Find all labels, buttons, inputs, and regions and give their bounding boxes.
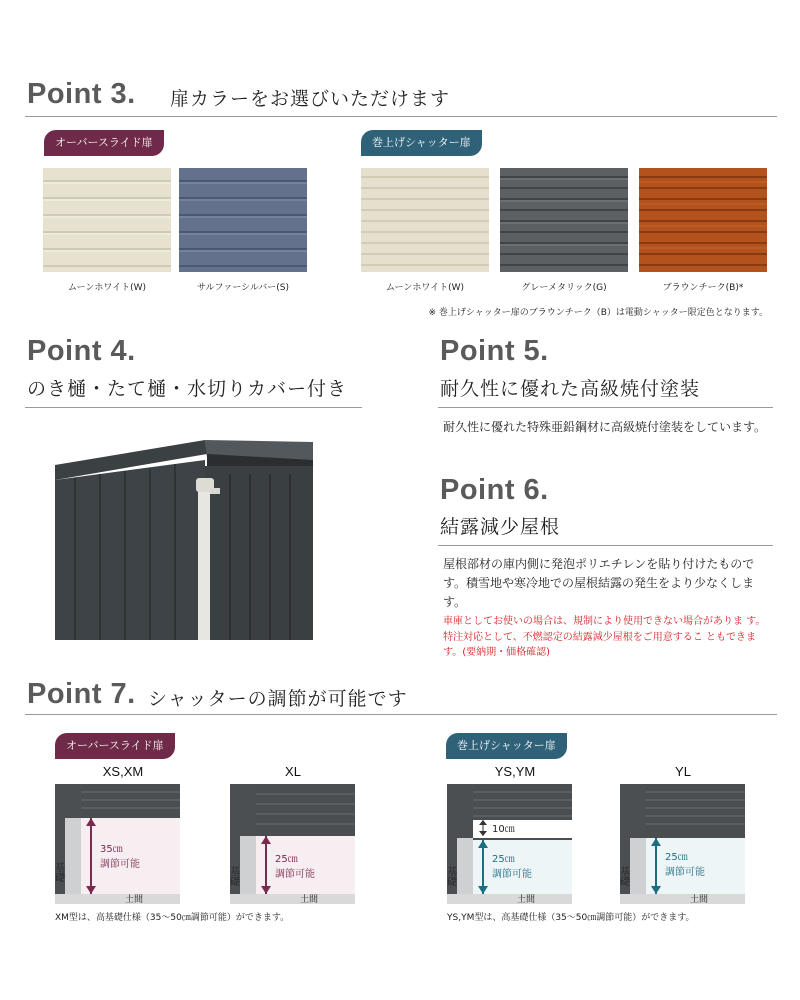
diagram-yl-adjust-label: 調節可能: [665, 867, 705, 878]
diagram-yl-adjust: 25㎝: [665, 852, 688, 863]
swatch-shutter-moon-white: [361, 168, 489, 272]
diagram-yl-floor: 土間: [690, 895, 709, 905]
diagram-xs-xm-graphic: [52, 782, 180, 905]
diagram-title-ys-ym: YS,YM: [494, 764, 536, 779]
swatch-gray-metallic: [500, 168, 628, 272]
diagram-xl-adjust-label: 調節可能: [275, 869, 315, 880]
diagram-title-yl: YL: [675, 764, 691, 779]
diagram-xl-adjust: 25㎝: [275, 854, 298, 865]
swatch-label-brown-teak: ブラウンチーク(B)*: [662, 283, 744, 293]
point5-body: 耐久性に優れた特殊亜鉛鋼材に高級焼付塗装をしています。: [443, 420, 767, 434]
point5-number: Point 5.: [440, 335, 549, 367]
swatch-label-moon-white: ムーンホワイト(W): [67, 283, 147, 293]
diagram-title-xl: XL: [285, 764, 301, 779]
overslide-door-tag: オーバースライド扉: [44, 130, 164, 156]
swatch-sulfur-silver: [179, 168, 307, 272]
point5-title: 耐久性に優れた高級焼付塗装: [440, 378, 701, 400]
diagram-xs-xm-floor: 土間: [125, 895, 144, 905]
point7-title: シャッターの調節が可能です: [148, 688, 408, 710]
diagram-ys-ym-graphic: [444, 782, 572, 905]
point7-divider: [25, 714, 777, 715]
point7-number: Point 7.: [27, 678, 136, 710]
point6-title: 結露減少屋根: [440, 516, 561, 538]
point6-body: 屋根部材の庫内側に発泡ポリエチレンを貼り付けたものです。積雪地や寒冷地での屋根結露の発生をより少なくします。: [443, 557, 755, 609]
point6-divider: [438, 545, 773, 546]
diagram-ys-ym-gap: 10㎝: [492, 824, 515, 835]
swatch-brown-teak: [639, 168, 767, 272]
diagram-xl-foundation: 基礎: [227, 866, 239, 886]
diagram-xs-xm: [52, 782, 180, 908]
diagram-ys-ym-adjust: 25㎝: [492, 854, 515, 865]
diagram-yl: [617, 782, 745, 908]
diagram-yl-foundation: 基礎: [617, 866, 629, 886]
point4-divider: [25, 407, 362, 408]
point6-number: Point 6.: [440, 474, 549, 506]
swatch-label-gray-metallic: グレーメタリック(G): [521, 283, 607, 293]
point4-number: Point 4.: [27, 335, 136, 367]
swatch-moon-white: [43, 168, 171, 272]
diagram-xl: [227, 782, 355, 908]
swatch-overslide-white-graphic: [43, 168, 171, 272]
gutter-photo: [55, 430, 315, 644]
gutter-illustration: [55, 430, 315, 640]
diagram-yl-graphic: [617, 782, 745, 905]
y-model-note: YS,YM型は、高基礎仕様（35～50㎝調節可能）ができます。: [447, 913, 695, 923]
diagram-title-xs-xm: XS,XM: [102, 764, 144, 779]
diagram-xl-graphic: [227, 782, 355, 905]
swatch-shutter-white-graphic: [361, 168, 489, 272]
swatch-overslide-silver-graphic: [179, 168, 307, 272]
diagram-ys-ym-floor: 土間: [517, 895, 536, 905]
swatch-label-shutter-moon-white: ムーンホワイト(W): [385, 283, 465, 293]
point3-number: Point 3.: [27, 78, 136, 110]
point5-divider: [438, 407, 773, 408]
diagram-ys-ym-foundation: 基礎: [444, 866, 456, 886]
point3-divider: [25, 116, 777, 117]
swatch-shutter-brown-graphic: [639, 168, 767, 272]
diagram-ys-ym-adjust-label: 調節可能: [492, 869, 532, 880]
diagram-xs-xm-adjust: 35㎝: [100, 844, 123, 855]
diagram-xl-floor: 土間: [300, 895, 319, 905]
diagram-ys-ym: [444, 782, 572, 908]
diagram-xs-xm-foundation: 基礎: [52, 862, 64, 882]
diagram-xs-xm-adjust-label: 調節可能: [100, 859, 140, 870]
point3-title: 扉カラーをお選びいただけます: [170, 88, 451, 110]
point4-title: のき樋・たて樋・水切りカバー付き: [27, 378, 348, 400]
x-model-note: XM型は、高基礎仕様（35～50㎝調節可能）ができます。: [55, 913, 290, 923]
shutter-door-tag: 巻上げシャッター扉: [361, 130, 482, 156]
shutter-color-note: ※ 巻上げシャッター扉のブラウンチーク（B）は電動シャッター限定色となります。: [428, 308, 768, 318]
point6-warning: 車庫としてお使いの場合は、規制により使用できない場合がありま す。特注対応として、不燃認定の結露減少屋根をご用意するこ ともできます。(要納期・価格確認): [443, 616, 766, 658]
overslide-adjust-tag: オーバースライド扉: [55, 733, 175, 759]
swatch-shutter-gray-graphic: [500, 168, 628, 272]
shutter-adjust-tag: 巻上げシャッター扉: [446, 733, 567, 759]
swatch-label-sulfur-silver: サルファーシルバー(S): [196, 283, 290, 293]
